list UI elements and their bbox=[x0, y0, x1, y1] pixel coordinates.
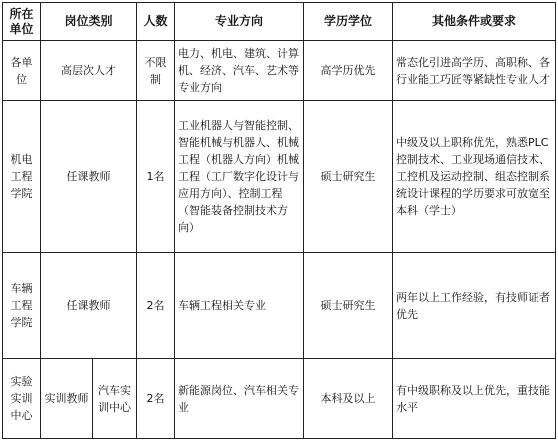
cell-count: 2名 bbox=[137, 359, 175, 439]
header-post-type: 岗位类别 bbox=[41, 3, 137, 41]
cell-post-type-a: 实训教师 bbox=[41, 359, 93, 439]
cell-major: 电力、机电、建筑、计算机、经济、汽车、艺术等专业方向 bbox=[175, 41, 304, 101]
header-unit: 所在单位 bbox=[3, 3, 41, 41]
cell-unit: 各单位 bbox=[3, 41, 41, 101]
cell-unit: 机电工程学院 bbox=[3, 101, 41, 253]
cell-post-type: 任课教师 bbox=[41, 101, 137, 253]
header-other: 其他条件或要求 bbox=[393, 3, 556, 41]
recruitment-table bbox=[2, 2, 556, 439]
cell-other: 中级及以上职称优先，熟悉PLC控制技术、工业现场通信技术、工控机及运动控制、组态控制系统设计课程的学历要求可放宽至本科（学士） bbox=[393, 101, 556, 253]
header-row bbox=[3, 3, 556, 41]
cell-major: 新能源岗位、汽车相关专业 bbox=[175, 359, 304, 439]
cell-count: 1名 bbox=[137, 101, 175, 253]
cell-count: 2名 bbox=[137, 253, 175, 359]
table-row bbox=[3, 253, 556, 359]
cell-major: 车辆工程相关专业 bbox=[175, 253, 304, 359]
table-row bbox=[3, 41, 556, 101]
table-row bbox=[3, 359, 556, 439]
cell-other: 有中级职称及以上优先，重技能水平 bbox=[393, 359, 556, 439]
cell-unit: 实验实训中心 bbox=[3, 359, 41, 439]
cell-degree: 硕士研究生 bbox=[304, 253, 393, 359]
cell-major: 工业机器人与智能控制、智能机械与机器人、机械工程（机器人方向）机械工程（工厂数字化设计与应用方向）、控制工程（智能装备控制技术方向） bbox=[175, 101, 304, 253]
table-row bbox=[3, 101, 556, 253]
cell-degree: 硕士研究生 bbox=[304, 101, 393, 253]
header-major: 专业方向 bbox=[175, 3, 304, 41]
cell-degree: 本科及以上 bbox=[304, 359, 393, 439]
header-degree: 学历学位 bbox=[304, 3, 393, 41]
cell-post-type-b: 汽车实训中心 bbox=[93, 359, 137, 439]
cell-other: 两年以上工作经验，有技师证者优先 bbox=[393, 253, 556, 359]
cell-post-type: 任课教师 bbox=[41, 253, 137, 359]
cell-other: 常态化引进高学历、高职称、各行业能工巧匠等紧缺性专业人才 bbox=[393, 41, 556, 101]
cell-degree: 高学历优先 bbox=[304, 41, 393, 101]
cell-post-type: 高层次人才 bbox=[41, 41, 137, 101]
cell-unit: 车辆工程学院 bbox=[3, 253, 41, 359]
cell-count: 不限制 bbox=[137, 41, 175, 101]
header-count: 人数 bbox=[137, 3, 175, 41]
